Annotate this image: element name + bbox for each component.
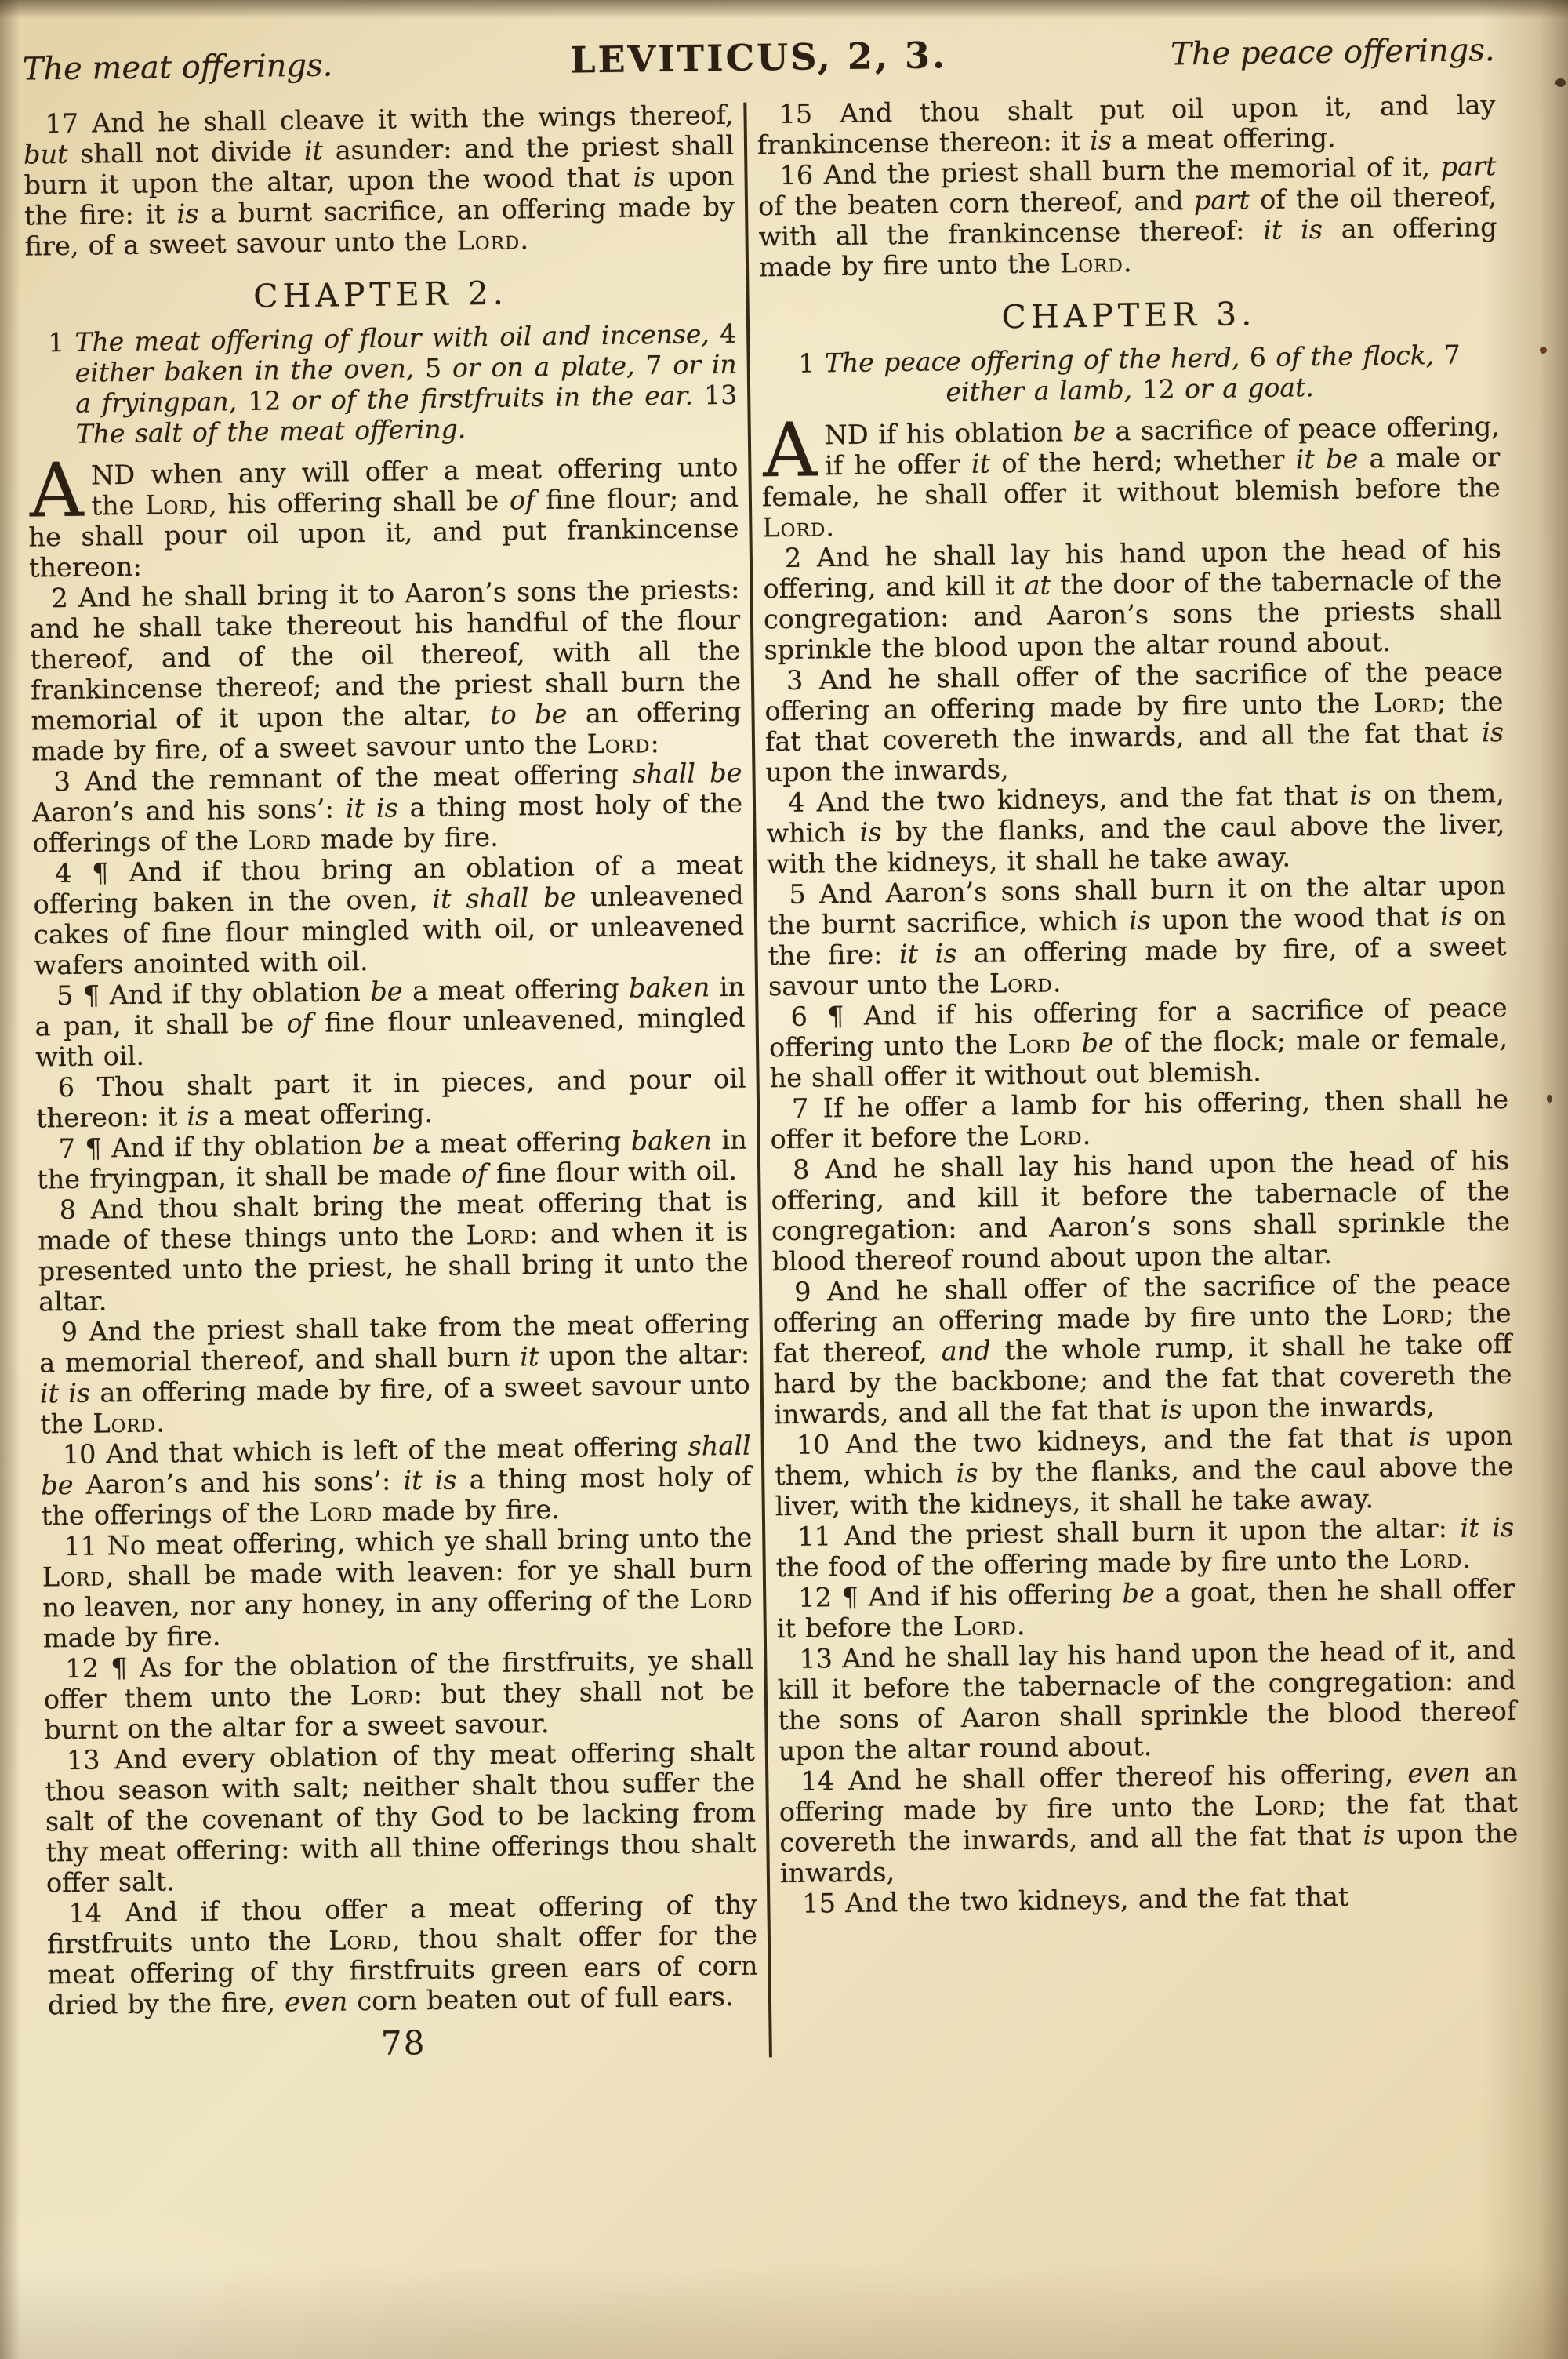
verse-paragraph: 9 And the priest shall take from the meat offering a memorial thereof, and shall burn it upon the altar: it is an offering made by fire, of a sweet savour unto the Lord. — [39, 1307, 750, 1440]
verse-paragraph: 10 And that which is left of the meat offering shall be Aaron’s and his sons’: it is a thing most holy of the offerings of the Lord made by fire. — [41, 1430, 752, 1532]
drop-cap: A — [29, 447, 85, 535]
lord-small-caps: Lord — [953, 1610, 1018, 1642]
verse-paragraph: 3 And he shall offer of the sacrifice of the peace offering an offering made by fire unto the Lord; the fat that covereth the inwards, and all the fat that is upon the inwards, — [764, 655, 1504, 788]
lord-small-caps: Lord — [1018, 1120, 1083, 1152]
verse-paragraph: 8 And thou shalt bring the meat offering that is made of these things unto the Lord: and when it is presented unto the priest, he shall bring it unto the altar. — [37, 1185, 749, 1318]
running-head-left: The meat offerings. — [22, 47, 333, 88]
right-column — [757, 89, 1521, 2057]
running-header — [22, 27, 1495, 89]
verse-paragraph: 12 ¶ And if his offering be a goat, then he shall offer it before the Lord. — [776, 1572, 1515, 1645]
verse-paragraph: 7 If he offer a lamb for his offering, then shall he offer it before the Lord. — [770, 1083, 1509, 1155]
verse-paragraph: 5 And Aaron’s sons shall burn it on the altar upon the burnt sacrifice, which is upon the wood that is on the fire: it is an offering made by fire, of a sweet savour unto the Lord. — [767, 869, 1507, 1002]
page-number: 78 — [380, 2023, 426, 2063]
verse-paragraph: 14 And if thou offer a meat offering of thy firstfruits unto the Lord, thou shalt offer for the meat offering of thy firstfruits green ears of corn dried by the fire, even corn beaten out of full ears. — [46, 1888, 758, 2021]
scan-speck — [1555, 78, 1566, 87]
lord-small-caps: Lord — [350, 1679, 414, 1711]
lord-small-caps: Lord — [586, 728, 651, 760]
lord-small-caps: Lord — [42, 1561, 106, 1593]
drop-cap: A — [762, 407, 818, 495]
lord-small-caps: Lord — [1381, 1299, 1446, 1331]
running-head-title: LEVITICUS, 2, 3. — [569, 34, 948, 82]
running-head-right: The peace offerings. — [1170, 32, 1495, 73]
verse-paragraph: 4 And the two kidneys, and the fat that is on them, which is by the flanks, and the caul above the liver, with the kidneys, it shall he take away. — [766, 777, 1505, 880]
verse-paragraph: 13 And every oblation of thy meat offering shalt thou season with salt; neither shalt thou suffer the salt of the covenant of thy God to be lacking from thy meat offering: with all thine offerings thou shalt offer salt. — [45, 1736, 757, 1899]
lord-small-caps: Lord — [762, 511, 826, 543]
verse-paragraph: 16 And the priest shall burn the memorial of it, part of the beaten corn thereof, and part of the oil thereof, with all the frankincense thereof: it is an offering made by fire unto the Lord. — [757, 151, 1497, 283]
verse-paragraph: 7 ¶ And if thy oblation be a meat offering baken in the fryingpan, it shall be made of fine flour with oil. — [36, 1124, 747, 1195]
verse-paragraph: 10 And the two kidneys, and the fat that is upon them, which is by the flanks, and the caul above the liver, with the kidneys, it shall he take away. — [774, 1419, 1514, 1522]
lord-small-caps: Lord — [1007, 1028, 1072, 1060]
chapter-heading: CHAPTER 3. — [1001, 295, 1257, 336]
lord-small-caps: Lord — [309, 1496, 373, 1528]
chapter-heading: CHAPTER 2. — [252, 274, 509, 315]
lord-small-caps: Lord — [1059, 247, 1124, 279]
verse-paragraph: 4 ¶ And if thou bring an oblation of a meat offering baken in the oven, it shall be unleavened cakes of fine flour mingled with oil, or unleavened wafers anointed with oil. — [33, 849, 745, 981]
lord-small-caps: Lord — [466, 1219, 530, 1251]
verse-paragraph: 17 And he shall cleave it with the wings thereof, but shall not divide it asunder: and the priest shall burn it upon the altar, upon the wood that is upon the fire: it is a burnt sacrifice, an offering made by fire, of a sweet savour unto the Lord. — [23, 99, 735, 262]
lord-small-caps: Lord — [1373, 687, 1438, 719]
lord-small-caps: Lord — [456, 224, 521, 256]
verse-paragraph: 15 And thou shalt put oil upon it, and lay frankincense thereon: it is a meat offering. — [757, 89, 1496, 161]
left-column — [23, 100, 759, 2067]
verse-paragraph: 5 ¶ And if thy oblation be a meat offering baken in a pan, it shall be of fine flour unleavened, mingled with oil. — [34, 971, 746, 1073]
lord-small-caps: Lord — [144, 489, 209, 521]
lord-small-caps: Lord — [1399, 1543, 1463, 1575]
verse-paragraph: 2 And he shall lay his hand upon the head of his offering, and kill it at the door of the tabernacle of the congregation: and Aaron’s sons the priests shall sprinkle the blood upon the altar round about. — [763, 533, 1503, 666]
verse-paragraph: 8 And he shall lay his hand upon the head of his offering, and kill it before the tabernacle of the congregation: and Aaron’s sons shall sprinkle the blood thereof round about upon the altar. — [771, 1144, 1511, 1278]
verse-paragraph: 3 And the remnant of the meat offering shall be Aaron’s and his sons’: it is a thing most holy of the offerings of the Lord made by fire. — [31, 757, 743, 859]
lord-small-caps: Lord — [328, 1924, 393, 1956]
scan-speck — [1540, 347, 1547, 354]
scan-speck — [1547, 1095, 1552, 1103]
lord-small-caps: Lord — [247, 823, 312, 856]
verse-paragraph: 2 And he shall bring it to Aaron’s sons the priests: and he shall take thereout his handful of the flour thereof, and of the oil thereof, with all the frankincense thereof; and the priest shall burn the memorial of it upon the altar, to be an offering made by fire, of a sweet savour unto the Lord: — [29, 573, 742, 767]
text-columns — [23, 89, 1521, 2066]
verse-paragraph: 6 Thou shalt part it in pieces, and pour oil thereon: it is a meat offering. — [35, 1063, 746, 1134]
verse-paragraph: 12 ¶ As for the oblation of the firstfruits, ye shall offer them unto the Lord: but they shall not be burnt on the altar for a sweet savour. — [43, 1644, 755, 1746]
lord-small-caps: Lord — [989, 967, 1054, 999]
verse-paragraph: 6 ¶ And if his offering for a sacrifice of peace offering unto the Lord be of the flock; male or female, he shall offer it without out blemish. — [768, 991, 1508, 1094]
verse-paragraph: 9 And he shall offer of the sacrifice of the peace offering an offering made by fire unto the Lord; the fat thereof, and the whole rump, it shall he take off hard by the backbone; and the fat that covereth the inwards, and all the fat that is upon the inwards, — [772, 1267, 1512, 1430]
verse-paragraph: 15 And the two kidneys, and the fat that — [802, 1881, 1349, 1919]
verse-paragraph: 11 No meat offering, which ye shall bring unto the Lord, shall be made with leaven: for ye shall burn no leaven, nor any honey, in any offering of the Lord made by fire. — [42, 1521, 753, 1654]
verse-paragraph: 11 And the priest shall burn it upon the altar: it is the food of the offering made by fire unto the Lord. — [775, 1511, 1515, 1583]
lord-small-caps: Lord — [1254, 1790, 1318, 1822]
verse-paragraph: 14 And he shall offer thereof his offering, even an offering made by fire unto the Lord; the fat that covereth the inwards, and all the fat that is upon the inwards, — [779, 1756, 1519, 1889]
verse-paragraph: AND when any will offer a meat offering unto the Lord, his offering shall be of fine flour; and he shall pour oil upon it, and put frankincense thereon: — [28, 447, 739, 583]
verse-paragraph: AND if his oblation be a sacrifice of peace offering, if he offer it of the herd; whether it be a male or female, he shall offer it without blemish before the Lord. — [761, 407, 1501, 543]
verse-paragraph: 13 And he shall lay his hand upon the head of it, and kill it before the tabernacle of the congregation: and the sons of Aaron shall sprinkle the blood thereof upon the altar round about. — [777, 1634, 1517, 1767]
chapter-summary: 1 The meat offering of flour with oil and incense, 4 either baken in the oven, 5 or on a plate, 7 or in a fryingpan, 12 or of the firstfruits in the ear. 13 The salt of the meat offering. — [47, 318, 738, 449]
chapter-summary: 1 The peace offering of the herd, 6 of the flock, 7 either a lamb, 12 or a goat. — [798, 339, 1461, 408]
lord-small-caps: Lord — [93, 1407, 157, 1439]
lord-small-caps: Lord — [689, 1583, 753, 1615]
